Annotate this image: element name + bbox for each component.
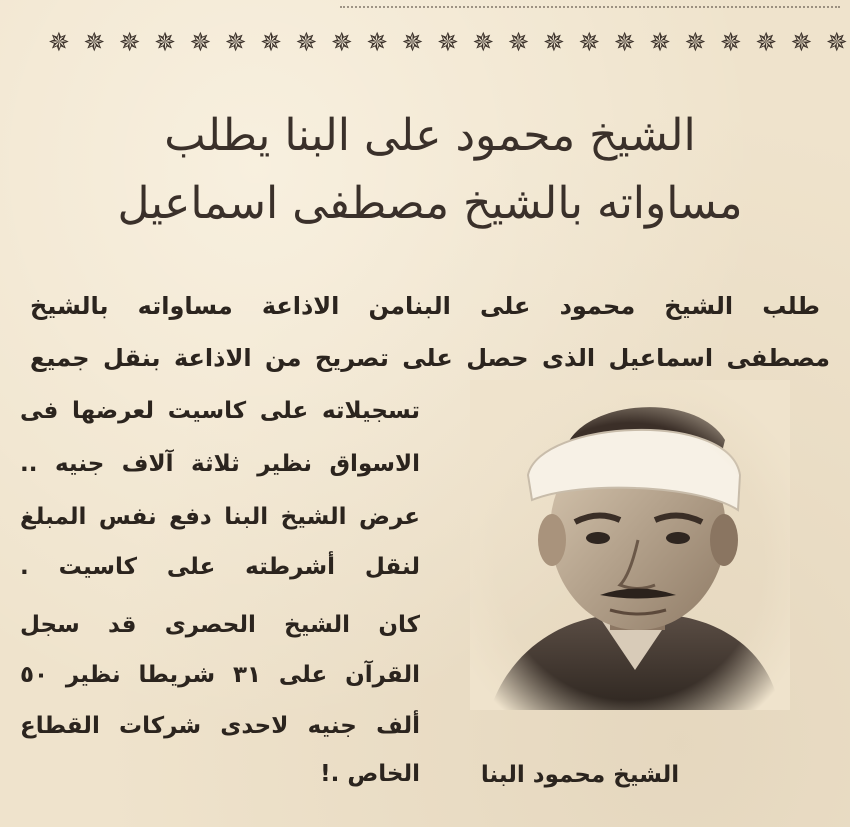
star-icon: ✵ xyxy=(401,28,424,58)
star-icon: ✵ xyxy=(118,28,141,58)
headline-line-2: مساواته بالشيخ مصطفى اسماعيل xyxy=(117,178,743,229)
star-icon: ✵ xyxy=(189,28,212,58)
star-icon: ✵ xyxy=(436,28,459,58)
star-icon: ✵ xyxy=(295,28,318,58)
star-icon: ✵ xyxy=(48,28,70,58)
star-icon: ✵ xyxy=(825,28,848,58)
star-icon: ✵ xyxy=(684,28,707,58)
star-icon: ✵ xyxy=(543,28,565,58)
star-icon: ✵ xyxy=(472,28,495,58)
article-line: لنقل أشرطته على كاسيت . xyxy=(20,554,420,580)
article-line: القرآن على ٣١ شريطا نظير ٥٠ xyxy=(20,662,420,688)
star-icon: ✵ xyxy=(755,28,777,58)
article-line: ألف جنيه لاحدى شركات القطاع xyxy=(20,713,420,739)
cropped-text-fragment xyxy=(340,0,840,8)
star-icon: ✵ xyxy=(154,28,176,58)
star-divider xyxy=(48,28,848,58)
star-icon: ✵ xyxy=(330,28,353,58)
article-line: طلب الشيخ محمود على البنامن الاذاعة مساواته بالشيخ xyxy=(30,292,820,320)
star-icon: ✵ xyxy=(719,28,742,58)
headline-line-1: الشيخ محمود على البنا يطلب xyxy=(164,110,696,161)
article-line: مصطفى اسماعيل الذى حصل على تصريح من الاذاعة بنقل جميع xyxy=(30,344,830,372)
star-icon: ✵ xyxy=(649,28,671,58)
star-icon: ✵ xyxy=(366,28,389,58)
star-icon: ✵ xyxy=(507,28,530,58)
article-line: الخاص .! xyxy=(320,761,420,787)
star-icon: ✵ xyxy=(260,28,282,58)
sheikh-portrait xyxy=(470,380,790,710)
star-icon: ✵ xyxy=(83,28,106,58)
article-line: الاسواق نظير ثلاثة آلاف جنيه .. xyxy=(20,451,420,477)
article-line: تسجيلاته على كاسيت لعرضها فى xyxy=(20,398,420,424)
star-icon: ✵ xyxy=(790,28,813,58)
article-line: كان الشيخ الحصرى قد سجل xyxy=(20,612,420,638)
article-line: عرض الشيخ البنا دفع نفس المبلغ xyxy=(20,504,420,530)
star-icon: ✵ xyxy=(613,28,636,58)
star-icon: ✵ xyxy=(578,28,601,58)
star-icon: ✵ xyxy=(224,28,247,58)
portrait-caption: الشيخ محمود البنا xyxy=(480,762,680,788)
